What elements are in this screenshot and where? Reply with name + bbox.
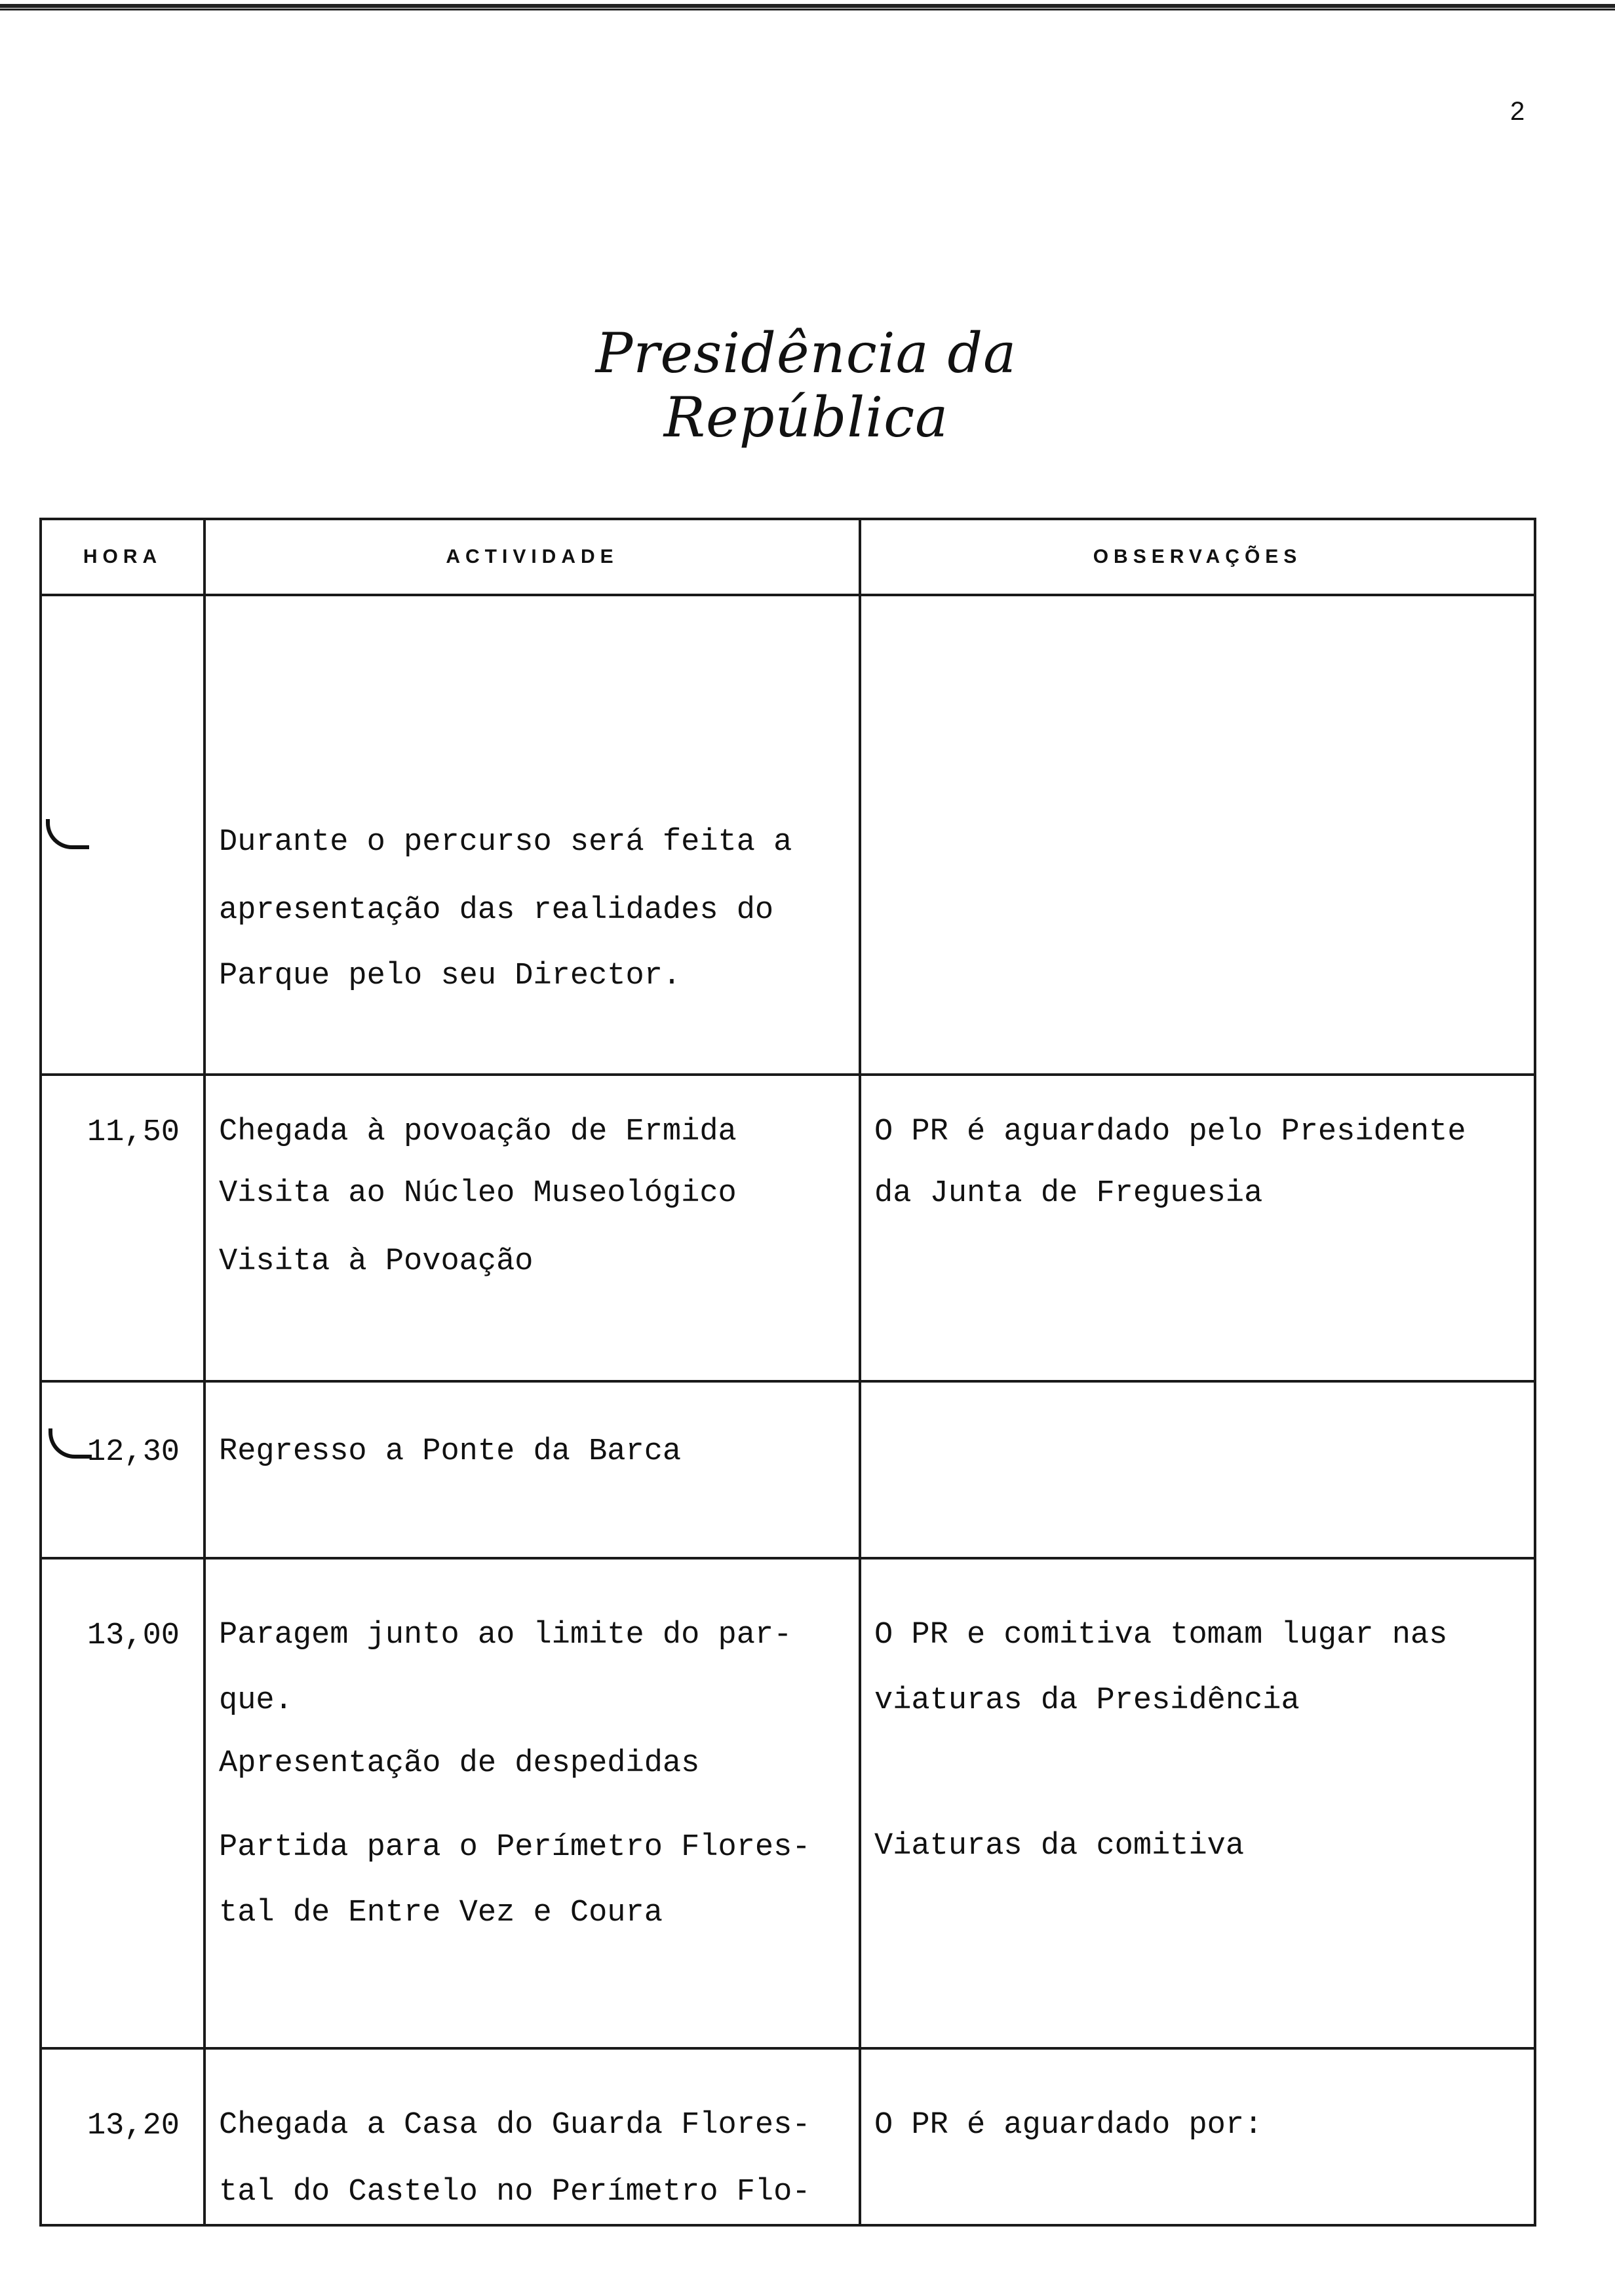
actividade-line: Parque pelo seu Director. bbox=[219, 959, 682, 993]
observacoes-cell bbox=[860, 2048, 1535, 2225]
header-hora: HORA bbox=[41, 519, 204, 595]
table-header-row bbox=[41, 519, 1535, 595]
observacoes-line: O PR e comitiva tomam lugar nas bbox=[874, 1618, 1448, 1653]
table-row bbox=[41, 1075, 1535, 1381]
actividade-line: Visita à Povoação bbox=[219, 1244, 534, 1279]
actividade-line: que. bbox=[219, 1683, 293, 1718]
top-rule bbox=[0, 4, 1615, 10]
actividade-line: Paragem junto ao limite do par- bbox=[219, 1618, 792, 1653]
actividade-cell bbox=[204, 1558, 860, 2048]
actividade-line: Durante o percurso será feita a bbox=[219, 825, 792, 860]
observacoes-line: viaturas da Presidência bbox=[874, 1683, 1300, 1718]
actividade-line: Chegada à povoação de Ermida bbox=[219, 1115, 737, 1149]
observacoes-cell bbox=[860, 1558, 1535, 2048]
actividade-line: Regresso a Ponte da Barca bbox=[219, 1434, 682, 1469]
actividade-cell bbox=[204, 1075, 860, 1381]
table-row bbox=[41, 1381, 1535, 1558]
letterhead: Presidência da República bbox=[595, 321, 1017, 450]
observacoes-line: da Junta de Freguesia bbox=[874, 1176, 1263, 1211]
hora-cell: 13,20 bbox=[41, 2048, 204, 2225]
observacoes-cell bbox=[860, 595, 1535, 1075]
table-row bbox=[41, 2048, 1535, 2225]
table-row bbox=[41, 595, 1535, 1075]
actividade-line: tal do Castelo no Perímetro Flo- bbox=[219, 2175, 811, 2210]
header-observacoes: OBSERVAÇÕES bbox=[860, 519, 1535, 595]
table-row bbox=[41, 1558, 1535, 2048]
observacoes-cell bbox=[860, 1381, 1535, 1558]
actividade-line: Visita ao Núcleo Museológico bbox=[219, 1176, 737, 1211]
hora-cell: 13,00 bbox=[41, 1558, 204, 2048]
actividade-line: tal de Entre Vez e Coura bbox=[219, 1896, 663, 1930]
header-actividade: ACTIVIDADE bbox=[204, 519, 860, 595]
observacoes-line: Viaturas da comitiva bbox=[874, 1829, 1245, 1864]
schedule-table bbox=[39, 518, 1536, 2227]
actividade-cell bbox=[204, 1381, 860, 1558]
actividade-cell bbox=[204, 595, 860, 1075]
page-number: 2 bbox=[1510, 97, 1525, 126]
actividade-line: Apresentação de despedidas bbox=[219, 1746, 700, 1781]
hora-cell bbox=[41, 595, 204, 1075]
actividade-cell bbox=[204, 2048, 860, 2225]
hora-cell: 12,30 bbox=[41, 1381, 204, 1558]
actividade-line: Partida para o Perímetro Flores- bbox=[219, 1830, 811, 1865]
observacoes-cell bbox=[860, 1075, 1535, 1381]
actividade-line: apresentação das realidades do bbox=[219, 893, 774, 928]
hora-cell: 11,50 bbox=[41, 1075, 204, 1381]
observacoes-line: O PR é aguardado pelo Presidente bbox=[874, 1115, 1466, 1149]
actividade-line: Chegada a Casa do Guarda Flores- bbox=[219, 2108, 811, 2143]
observacoes-line: O PR é aguardado por: bbox=[874, 2108, 1263, 2143]
